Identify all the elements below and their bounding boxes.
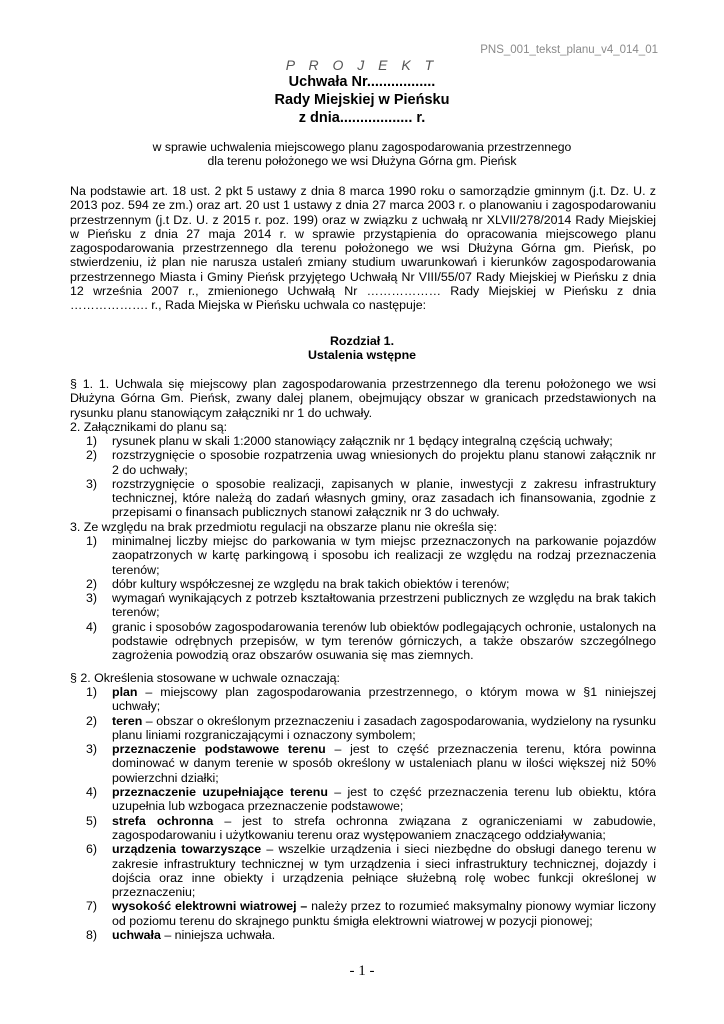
chapter-number: Rozdział 1. xyxy=(329,334,395,348)
resolution-number: Uchwała Nr................. xyxy=(288,74,436,90)
list-item: 2) dóbr kultury współczesnej ze względu na brak takich obiektów i terenów; xyxy=(86,576,510,591)
section2-intro: § 2. Określenia stosowane w uchwale oznaczają: xyxy=(70,671,340,685)
definition-term: wysokość elektrowni wiatrowej – xyxy=(112,899,308,914)
document-id: PNS_001_tekst_planu_v4_014_01 xyxy=(480,44,658,56)
list-item: 1) rysunek planu w skali 1:2000 stanowiący załącznik nr 1 będący integralną częścią uchwały; xyxy=(86,434,613,448)
list-item: 4) granic i sposobów zagospodarowania terenów lub obiektów podlegających ochronie, ustalonych na podstawie odrębnych przepisów, w tym terenów górniczych, a także obszarów szczególnego zagrożenia powodzią oraz obszarów osuwania się mas ziemnych. xyxy=(86,619,656,663)
council-name: Rady Miejskiej w Pieńsku xyxy=(274,92,450,108)
resolution-date: z dnia.................. r. xyxy=(298,110,426,126)
definition-item: 5) strefa ochronna – jest to strefa ochronna związana z ograniczeniami w zabudowie, zagospodarowaniu i użytkowaniu terenu oraz występowaniem znaczącego oddziaływania; xyxy=(86,813,656,842)
attachments-list xyxy=(70,434,656,520)
definition-term: strefa ochronna xyxy=(112,813,214,828)
definition-term: urządzenia towarzyszące xyxy=(112,842,262,857)
chapter-title: Ustalenia wstępne xyxy=(307,348,417,362)
definition-term: teren xyxy=(112,713,143,728)
definition-item: 3) przeznaczenie podstawowe terenu – jest to część przeznaczenia terenu, która powinna dominować w danym terenie w sposób określony w ustaleniach planu w ilości większej niż 50% powierzchni działki; xyxy=(86,742,656,785)
subject-line-2: dla terenu położonego we wsi Dłużyna Górna gm. Pieńsk xyxy=(207,154,517,168)
definition-term: uchwała xyxy=(112,928,161,943)
section1-point3-intro: 3. Ze względu na brak przedmiotu regulacji na obszarze planu nie określa się: xyxy=(70,520,498,534)
excluded-items-list xyxy=(70,534,656,663)
list-item: 3) rozstrzygnięcie o sposobie realizacji, zapisanych w planie, inwestycji z zakresu infrastruktury technicznej, które należą do zadań własnych gminy, oraz zasadach ich finansowania, zgodnie z przepisami o finansach publicznych stanowi załącznik nr 3 do uchwały. xyxy=(86,476,656,520)
section1-point2-intro: 2. Załącznikami do planu są: xyxy=(70,420,228,434)
definition-item: 2) teren – obszar o określonym przeznaczeniu i zasadach zagospodarowania, wydzielony na rysunku planu liniami rozgraniczającymi i oznaczony symbolem; xyxy=(86,713,656,742)
list-item: 3) wymagań wynikających z potrzeb kształtowania przestrzeni publicznych ze względu na brak takich terenów; xyxy=(86,591,656,620)
definition-term: przeznaczenie uzupełniające terenu xyxy=(112,785,328,800)
definition-item: 6) urządzenia towarzyszące – wszelkie urządzenia i sieci niezbędne do obsługi danego terenu w zakresie infrastruktury technicznej w tym urządzenia i sieci infrastruktury technicznej, dojazdy i dojścia oraz inne obiekty i urządzenia pełniące służebną rolę wobec funkcji określonej w przeznaczeniu; xyxy=(86,842,656,900)
projekt-label: P R O J E K T xyxy=(285,57,439,73)
list-item: 2) rozstrzygnięcie o sposobie rozpatrzenia uwag wniesionych do projektu planu stanowi załącznik nr 2 do uchwały; xyxy=(86,448,656,477)
subject-line-1: w sprawie uchwalenia miejscowego planu zagospodarowania przestrzennego xyxy=(152,140,572,154)
definitions-list xyxy=(70,685,656,942)
definition-term: przeznaczenie podstawowe terenu xyxy=(112,742,326,757)
definition-item: 8) uchwała – niniejsza uchwała. xyxy=(86,928,276,943)
definition-item: 1) plan – miejscowy plan zagospodarowania przestrzennego, o którym mowa w §1 niniejszej uchwały; xyxy=(86,685,656,714)
page-number: - 1 - xyxy=(349,963,375,979)
definition-item: 4) przeznaczenie uzupełniające terenu – jest to część przeznaczenia terenu lub obiektu, która uzupełnia lub wzbogaca przeznaczenie podstawowe; xyxy=(86,785,656,814)
section1-point1: § 1. 1. Uchwala się miejscowy plan zagospodarowania przestrzennego dla terenu położonego we wsi Dłużyna Górna Gm. Pieńsk, zwany dalej planem, obejmujący obszar w granicach przedstawionych na rysunku planu stanowiącym załączniki nr 1 do uchwały. xyxy=(70,377,656,420)
list-item: 1) minimalnej liczby miejsc do parkowania w tym miejsc przeznaczonych na parkowanie pojazdów zaopatrzonych w kartę parkingową i sposobu ich realizacji ze względu na rodzaj przeznaczenia terenów; xyxy=(86,534,656,577)
preamble: Na podstawie art. 18 ust. 2 pkt 5 ustawy z dnia 8 marca 1990 roku o samorządzie gminnym (j.t. Dz. U. z 2013 poz. 594 ze zm.) oraz art. 20 ust 1 ustawy z dnia 27 marca 2003 r. o planowaniu i zagospodarowaniu przestrzennym (j.t Dz. U. z 2015 r. poz. 199) oraz w związku z uchwałą nr XLVII/278/2014 Rady Miejskiej w Pieńsku z dnia 27 maja 2014 r. w sprawie przystąpienia do opracowania miejscowego planu zagospodarowania przestrzennego dla terenu położonego we wsi Dłużyna Górna gm. Pieńsk, po stwierdzeniu, iż plan nie narusza ustaleń zmiany studium uwarunkowań i kierunków zagospodarowania przestrzennego Miasta i Gminy Pieńsk przyjętego Uchwałą Nr VIII/55/07 Rady Miejskiej w Pieńsku z dnia 12 września 2007 r., zmienionego Uchwałą Nr ……………… Rady Miejskiej w Pieńsku z dnia ………………. r., Rada Miejska w Pieńsku uchwala co następuje: xyxy=(70,184,656,313)
definition-item: 7) wysokość elektrowni wiatrowej – należy przez to rozumieć maksymalny pionowy wymiar liczony od poziomu terenu do skrajnego punktu śmigła elektrowni wiatrowej w pozycji pionowej; xyxy=(86,899,656,928)
definition-term: plan xyxy=(112,685,138,699)
